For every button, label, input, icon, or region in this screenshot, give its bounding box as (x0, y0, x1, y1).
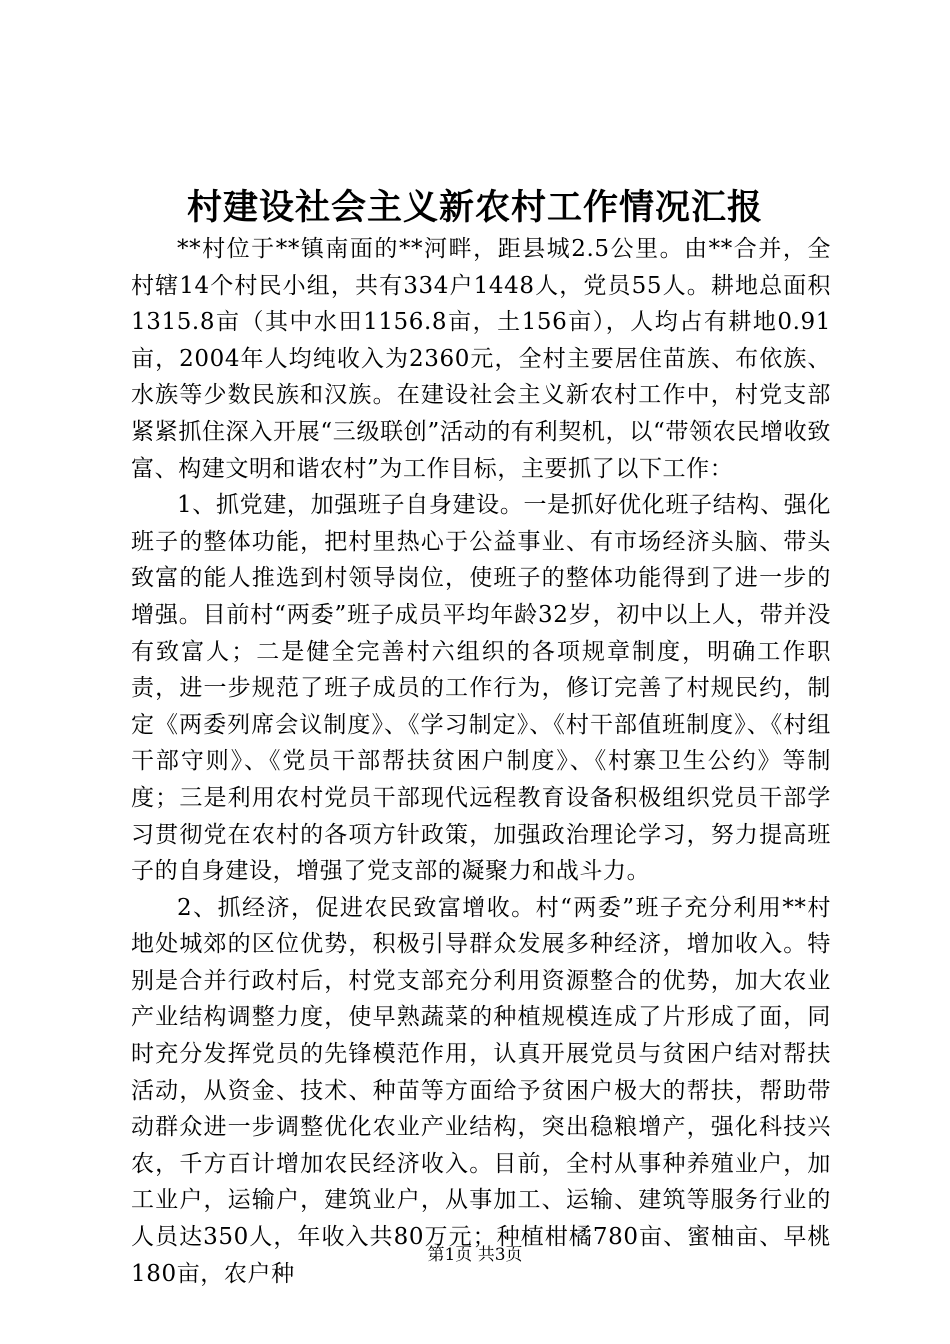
paragraph-economy: 2、抓经济，促进农民致富增收。村“两委”班子充分利用**村地处城郊的区位优势，积极引导群众发展多种经济，增加收入。特别是合并行政村后，村党支部充分利用资源整合的优势，加大农业产业结构调整力度，使早熟蔬菜的种植规模连成了片形成了面，同时充分发挥党员的先锋模范作用，认真开展党员与贫困户结对帮扶活动，从资金、技术、种苗等方面给予贫困户极大的帮扶，帮助带动群众进一步调整优化农业产业结构，突出稳粮增产，强化科技兴农，千方百计增加农民经济收入。目前，全村从事种养殖业户，加工业户，运输户，建筑业户，从事加工、运输、建筑等服务行业的人员达350人，年收入共80万元；种植柑橘780亩、蜜柚亩、早桃180亩，农户种 (131, 894, 831, 1287)
paragraph-intro: **村位于**镇南面的**河畔，距县城2.5公里。由**合并，全村辖14个村民小组，共有334户1448人，党员55人。耕地总面积1315.8亩（其中水田1156.8亩，土156亩），人均占有耕地0.91亩，2004年人均纯收入为2360元，全村主要居住苗族、布依族、水族等少数民族和汉族。在建设社会主义新农村工作中，村党支部紧紧抓住深入开展“三级联创”活动的有利契机，以“带领农民增收致富、构建文明和谐农村”为工作目标，主要抓了以下工作： (131, 236, 831, 482)
page-title: 村建设社会主义新农村工作情况汇报 (186, 187, 763, 228)
paragraph-party-building: 1、抓党建，加强班子自身建设。一是抓好优化班子结构、强化班子的整体功能，把村里热心于公益事业、有市场经济头脑、带头致富的能人推选到村领导岗位，使班子的整体功能得到了进一步的增强。目前村“两委”班子成员平均年龄32岁，初中以上人，带并没有致富人；二是健全完善村六组织的各项规章制度，明确工作职责，进一步规范了班子成员的工作行为，修订完善了村规民约，制定《两委列席会议制度》、《学习制定》、《村干部值班制度》、《村组干部守则》、《党员干部帮扶贫困户制度》、《村寨卫生公约》等制度；三是利用农村党员干部现代远程教育设备积极组织党员干部学习贯彻党在农村的各项方针政策，加强政治理论学习，努力提高班子的自身建设，增强了党支部的凝聚力和战斗力。 (131, 492, 831, 885)
document-body (131, 231, 831, 1292)
page-number-footer: 第1页 共3页 (427, 1245, 523, 1265)
